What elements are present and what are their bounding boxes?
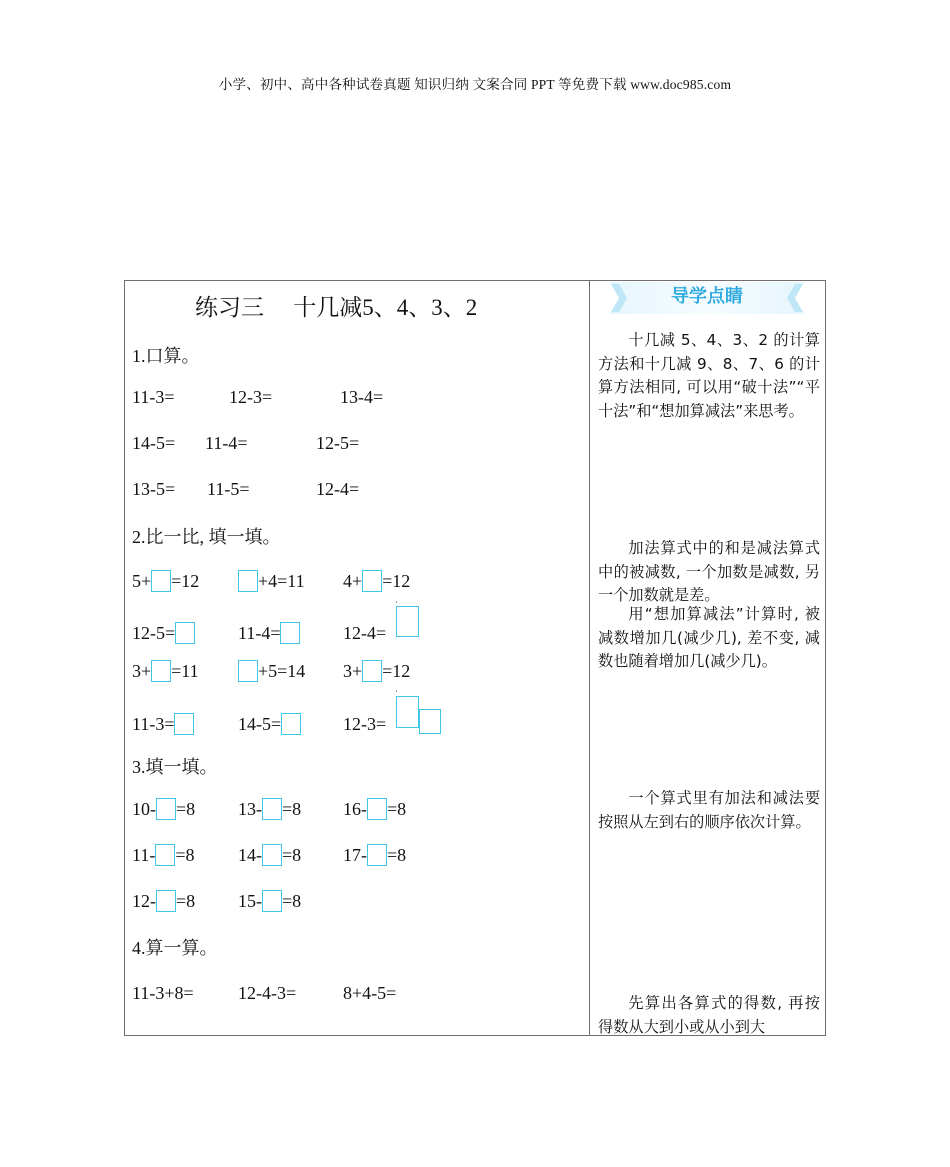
compare-expr: 11-4= [238, 622, 300, 644]
calc-expr: 8+4-5= [343, 983, 397, 1003]
section-1-heading: 1.口算。 [132, 346, 200, 366]
calc-expr: 12-4-3= [238, 983, 297, 1003]
oral-expr: 11-5= [207, 479, 250, 499]
compare-expr: 12-5= [132, 622, 195, 644]
answer-box[interactable] [238, 660, 258, 682]
answer-box[interactable] [362, 570, 382, 592]
section-3-heading: 3.填一填。 [132, 757, 218, 777]
oral-expr: 14-5= [132, 433, 176, 453]
title-prefix: 练习三 十几减 [195, 295, 363, 321]
page-title [195, 289, 477, 322]
oral-expr: 11-4= [205, 433, 248, 453]
answer-box[interactable] [174, 713, 194, 735]
answer-box[interactable] [262, 798, 282, 820]
answer-box[interactable] [262, 890, 282, 912]
compare-expr: 5+ =12 [132, 571, 200, 591]
compare-expr: 14-5= [238, 713, 301, 735]
fill-expr: 12- =8 [132, 891, 196, 911]
fill-expr: 11- =8 [132, 845, 195, 865]
section-4-heading: 4.算一算。 [132, 938, 218, 958]
answer-box[interactable] [367, 798, 387, 820]
fill-expr: 15- =8 [238, 891, 302, 911]
answer-box[interactable] [175, 622, 195, 644]
fill-expr: 16- =8 [343, 799, 407, 819]
fill-expr: 17- =8 [343, 845, 407, 865]
compare-expr: 3+ =11 [132, 661, 199, 681]
answer-box[interactable] [281, 713, 301, 735]
answer-box[interactable] [262, 844, 282, 866]
tip-paragraph: 先算出各算式的得数, 再按得数从大到小或从小到大 [598, 994, 820, 1034]
banner-title: 导学点睛 [671, 286, 743, 307]
answer-box[interactable] [238, 570, 258, 592]
section-2-heading: 2.比一比, 填一填。 [132, 527, 281, 547]
compare-expr: 4+ =12 [343, 571, 411, 591]
tip-paragraph: 十几减 5、4、3、2 的计算方法和十几减 9、8、7、6 的计算方法相同, 可以用“破十法”“平十法”和“想加算减法”来思考。 [598, 331, 820, 420]
oral-expr: 12-4= [316, 479, 360, 499]
answer-box[interactable] [362, 660, 382, 682]
oral-expr: 12-5= [316, 433, 360, 453]
oral-expr: 13-4= [340, 387, 384, 407]
answer-box[interactable] [419, 709, 441, 734]
tick-mark [396, 690, 397, 692]
page-header: 小学、初中、高中各种试卷真题 知识归纳 文案合同 PPT 等免费下载 www.doc985.com [218, 77, 732, 92]
compare-expr: +5=14 [238, 660, 305, 682]
compare-expr: +4=11 [238, 570, 305, 592]
answer-box[interactable] [396, 696, 419, 728]
answer-box[interactable] [151, 570, 171, 592]
answer-box[interactable] [151, 660, 171, 682]
answer-box[interactable] [280, 622, 300, 644]
oral-expr: 13-5= [132, 479, 176, 499]
answer-box[interactable] [156, 798, 176, 820]
column-divider [589, 280, 590, 1036]
answer-box[interactable] [155, 844, 175, 866]
answer-box[interactable] [367, 844, 387, 866]
compare-expr: 11-3= [132, 713, 194, 735]
title-numbers: 5、4、3、2 [362, 295, 478, 320]
answer-box[interactable] [156, 890, 176, 912]
compare-expr: 12-4= [343, 623, 387, 643]
tip-paragraph: 用“想加算减法”计算时, 被减数增加几(减少几), 差不变, 减数也随着增加几(减少几)。 [598, 605, 820, 670]
answer-box[interactable] [396, 606, 419, 637]
fill-expr: 14- =8 [238, 845, 302, 865]
fill-expr: 13- =8 [238, 799, 302, 819]
compare-expr: 3+ =12 [343, 661, 411, 681]
tip-paragraph: 一个算式里有加法和减法要按照从左到右的顺序依次计算。 [598, 789, 820, 831]
guide-banner [609, 280, 805, 316]
tip-paragraph: 加法算式中的和是减法算式中的被减数, 一个加数是减数, 另一个加数就是差。 [598, 539, 820, 604]
tick-mark [396, 601, 397, 603]
fill-expr: 10- =8 [132, 799, 196, 819]
oral-expr: 12-3= [229, 387, 273, 407]
oral-expr: 11-3= [132, 387, 175, 407]
compare-expr: 12-3= [343, 714, 387, 734]
calc-expr: 11-3+8= [132, 983, 194, 1003]
